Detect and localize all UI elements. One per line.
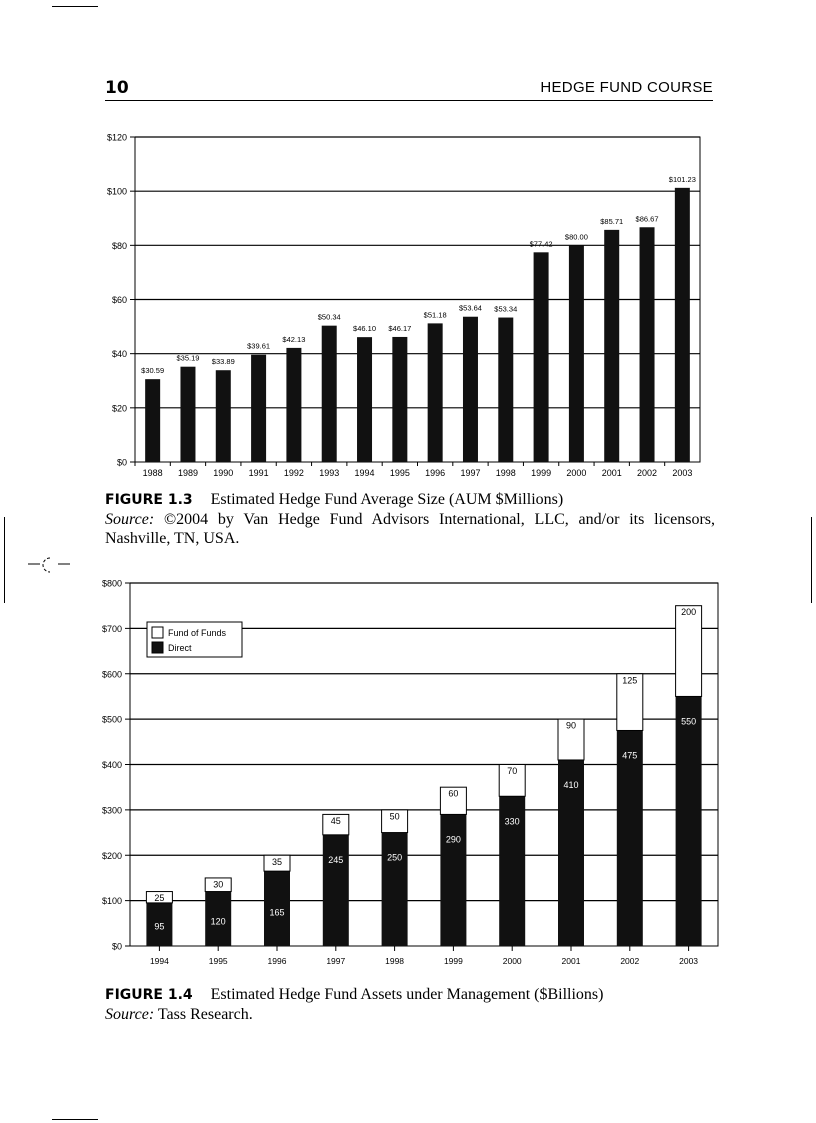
data-label: $30.59 bbox=[141, 366, 165, 376]
bar-fund-of-funds bbox=[676, 606, 702, 697]
data-label: $35.19 bbox=[176, 353, 200, 363]
bar-direct bbox=[382, 833, 408, 946]
y-tick-label: $700 bbox=[101, 623, 122, 634]
data-label: $53.34 bbox=[494, 304, 518, 314]
legend-swatch-fund-of-funds bbox=[152, 627, 163, 638]
chart-assets-under-management bbox=[0, 575, 816, 975]
y-tick-label: $0 bbox=[111, 941, 122, 952]
x-tick-label: 2002 bbox=[637, 468, 658, 478]
source-label: Source: bbox=[105, 511, 155, 528]
x-tick-label: 1998 bbox=[385, 956, 405, 966]
data-label-direct: 250 bbox=[387, 852, 403, 863]
figure-title: Estimated Hedge Fund Assets under Management ($Billions) bbox=[210, 986, 604, 1003]
bar bbox=[463, 317, 478, 462]
y-tick-label: $40 bbox=[111, 349, 127, 360]
legend-label-fund-of-funds: Fund of Funds bbox=[168, 628, 227, 638]
data-label-fund-of-funds: 45 bbox=[330, 815, 341, 826]
bar-direct bbox=[676, 696, 702, 946]
x-tick-label: 1988 bbox=[142, 468, 163, 478]
figure-label: FIGURE 1.4 bbox=[105, 987, 193, 1003]
legend-label-direct: Direct bbox=[168, 643, 192, 653]
data-label: $46.10 bbox=[353, 324, 377, 334]
y-tick-label: $600 bbox=[101, 669, 122, 680]
bar bbox=[498, 318, 513, 462]
data-label: $46.17 bbox=[388, 323, 412, 333]
y-tick-label: $200 bbox=[101, 850, 122, 861]
x-tick-label: 1990 bbox=[213, 468, 234, 478]
bar-direct bbox=[617, 730, 643, 946]
y-tick-label: $100 bbox=[106, 186, 127, 197]
data-label-fund-of-funds: 60 bbox=[448, 788, 459, 799]
figure-1-4-caption bbox=[105, 985, 715, 1024]
data-label: $86.67 bbox=[635, 214, 659, 224]
figure-label: FIGURE 1.3 bbox=[105, 492, 193, 508]
bar bbox=[534, 252, 549, 462]
data-label: $101.23 bbox=[668, 174, 696, 184]
running-head: HEDGE FUND COURSE bbox=[540, 79, 713, 96]
x-tick-label: 1989 bbox=[177, 468, 198, 478]
data-label: $39.61 bbox=[247, 341, 271, 351]
data-label: $51.18 bbox=[423, 310, 447, 320]
source-text: ©2004 by Van Hedge Fund Advisors International, LLC, and/or its licensors, Nashville, TN, USA. bbox=[105, 511, 715, 547]
x-tick-label: 2002 bbox=[620, 956, 640, 966]
data-label: $33.89 bbox=[211, 357, 235, 367]
y-tick-label: $800 bbox=[101, 578, 122, 589]
x-tick-label: 2000 bbox=[502, 956, 522, 966]
y-tick-label: $400 bbox=[101, 760, 122, 770]
x-tick-label: 1994 bbox=[149, 956, 169, 966]
data-label: $77.42 bbox=[529, 239, 553, 249]
data-label-fund-of-funds: 25 bbox=[154, 893, 165, 904]
x-tick-label: 1997 bbox=[326, 956, 346, 966]
data-label-fund-of-funds: 50 bbox=[389, 811, 400, 822]
source-text: Tass Research. bbox=[157, 1006, 253, 1023]
data-label-fund-of-funds: 90 bbox=[565, 720, 577, 731]
x-tick-label: 1997 bbox=[460, 468, 481, 478]
x-tick-label: 1996 bbox=[267, 956, 287, 966]
x-tick-label: 2000 bbox=[566, 468, 587, 478]
bar bbox=[216, 370, 231, 462]
chart-average-fund-size bbox=[0, 125, 816, 485]
x-tick-label: 1999 bbox=[443, 956, 463, 966]
figure-title: Estimated Hedge Fund Average Size (AUM $Millions) bbox=[210, 491, 564, 508]
x-tick-label: 2001 bbox=[601, 468, 622, 478]
figure-1-3-caption bbox=[105, 490, 715, 548]
x-tick-label: 1998 bbox=[495, 468, 516, 478]
y-tick-label: $20 bbox=[111, 403, 127, 414]
bar bbox=[357, 337, 372, 462]
y-tick-label: $0 bbox=[116, 457, 127, 468]
bar bbox=[145, 379, 160, 462]
y-tick-label: $100 bbox=[101, 896, 122, 907]
data-label-fund-of-funds: 30 bbox=[213, 879, 224, 890]
x-tick-label: 2003 bbox=[679, 956, 699, 966]
x-tick-label: 1999 bbox=[531, 468, 552, 478]
x-tick-label: 1996 bbox=[425, 468, 446, 478]
bar bbox=[392, 337, 407, 462]
data-label: $85.71 bbox=[600, 216, 624, 226]
data-label-direct: 245 bbox=[328, 854, 344, 865]
source-label: Source: bbox=[105, 1006, 155, 1023]
bar bbox=[640, 227, 655, 462]
crop-mark-bottom bbox=[52, 1119, 98, 1120]
x-tick-label: 1994 bbox=[354, 468, 375, 478]
x-tick-label: 1992 bbox=[283, 468, 304, 478]
data-label: $53.64 bbox=[458, 303, 482, 313]
data-label: $42.13 bbox=[282, 334, 306, 344]
page-header bbox=[105, 78, 713, 101]
data-label: $80.00 bbox=[564, 232, 588, 242]
data-label-direct: 165 bbox=[269, 907, 285, 918]
data-label-direct: 290 bbox=[445, 834, 461, 845]
y-tick-label: $80 bbox=[111, 240, 127, 251]
x-tick-label: 1993 bbox=[319, 468, 340, 478]
bar bbox=[251, 355, 266, 462]
data-label-direct: 550 bbox=[681, 716, 697, 727]
data-label-fund-of-funds: 35 bbox=[271, 856, 283, 867]
data-label-direct: 410 bbox=[563, 779, 579, 790]
data-label-fund-of-funds: 200 bbox=[681, 607, 697, 618]
data-label-fund-of-funds: 70 bbox=[507, 766, 518, 776]
data-label-direct: 120 bbox=[210, 916, 226, 927]
x-tick-label: 1995 bbox=[208, 956, 228, 966]
x-tick-label: 2003 bbox=[672, 468, 693, 478]
bar bbox=[180, 367, 195, 462]
bar bbox=[322, 326, 337, 462]
y-tick-label: $60 bbox=[111, 295, 127, 305]
data-label-direct: 95 bbox=[154, 921, 165, 932]
page-number: 10 bbox=[105, 78, 129, 98]
bar-direct bbox=[323, 835, 349, 946]
data-label-direct: 475 bbox=[622, 750, 638, 761]
data-label-fund-of-funds: 125 bbox=[622, 675, 638, 686]
y-tick-label: $500 bbox=[101, 714, 122, 725]
bar bbox=[569, 245, 584, 462]
x-tick-label: 1991 bbox=[248, 468, 269, 478]
data-label-direct: 330 bbox=[504, 816, 520, 827]
legend-swatch-direct bbox=[152, 642, 163, 653]
bar bbox=[604, 230, 619, 462]
bar bbox=[286, 348, 301, 462]
x-tick-label: 1995 bbox=[389, 468, 410, 478]
bar bbox=[428, 323, 443, 462]
y-tick-label: $120 bbox=[106, 132, 127, 143]
data-label: $50.34 bbox=[317, 312, 341, 322]
bar bbox=[675, 188, 690, 462]
y-tick-label: $300 bbox=[101, 805, 122, 816]
x-tick-label: 2001 bbox=[561, 956, 581, 966]
crop-mark-top bbox=[52, 6, 98, 7]
